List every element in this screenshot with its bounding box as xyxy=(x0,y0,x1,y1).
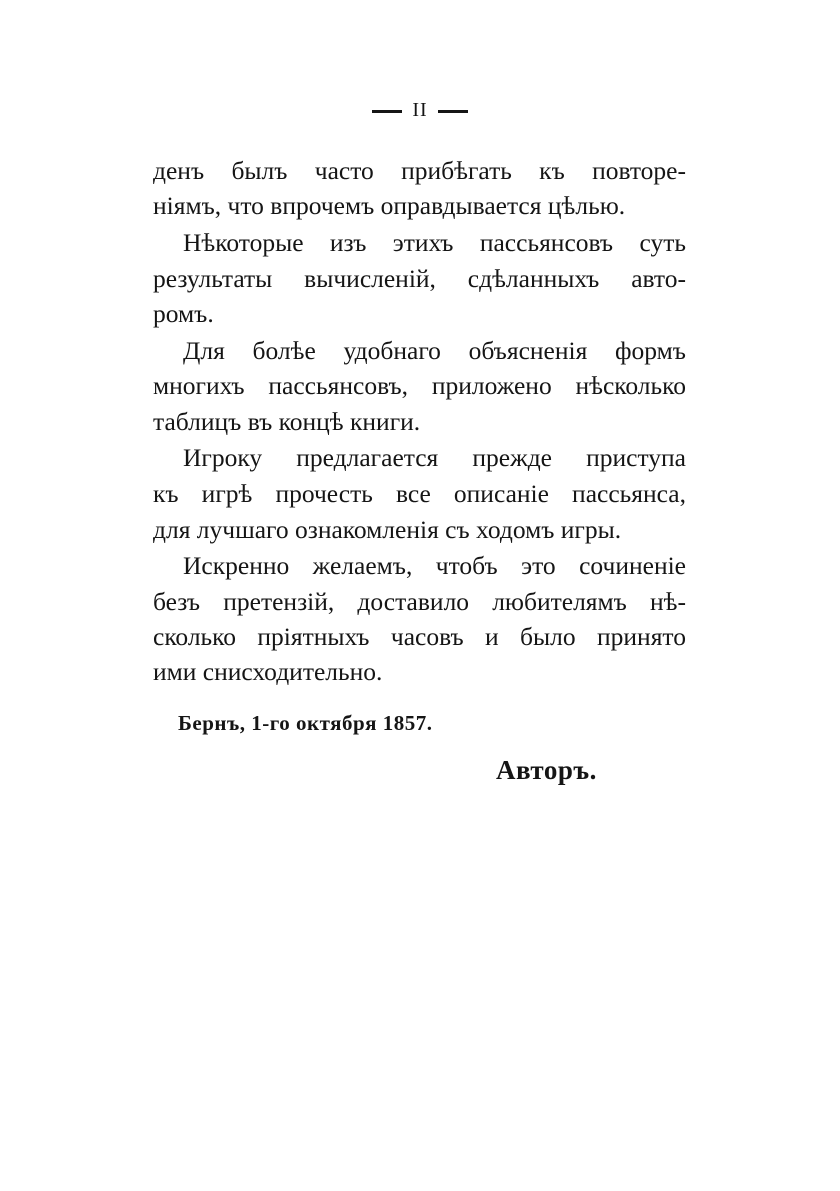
text-line: Нѣкоторые изъ этихъ пассьянсовъ суть xyxy=(183,228,686,257)
author-signature: Авторъ. xyxy=(496,755,597,785)
text-line: для лучшаго ознакомленія съ ходомъ игры. xyxy=(153,515,622,544)
text-line: безъ претензій, доставило любителямъ нѣ- xyxy=(153,587,686,616)
page-number-dash-right xyxy=(438,110,468,113)
text-line: ромъ. xyxy=(153,299,214,328)
text-line: таблицъ въ концѣ книги. xyxy=(153,407,421,436)
text-line: Игроку предлагается прежде приступа xyxy=(183,443,686,472)
text-line: ими снисходительно. xyxy=(153,657,383,686)
text-line: денъ былъ часто прибѣгать къ повторе- xyxy=(153,156,686,185)
text-line: Искренно желаемъ, чтобъ это сочиненіе xyxy=(183,551,686,580)
dateline: Бернъ, 1-го октября 1857. xyxy=(178,711,433,735)
text-line: къ игрѣ прочесть все описаніе пассьянса, xyxy=(153,479,686,508)
text-line: сколько пріятныхъ часовъ и было принято xyxy=(153,622,686,651)
text-line: многихъ пассьянсовъ, приложено нѣсколько xyxy=(153,371,686,400)
page-number-label: II xyxy=(412,99,428,121)
text-line: ніямъ, что впрочемъ оправдывается цѣлью. xyxy=(153,191,626,220)
page-number xyxy=(0,96,840,124)
page-number-dash-left xyxy=(372,110,402,113)
text-line: Для болѣе удобнаго объясненія формъ xyxy=(183,336,686,365)
text-line: результаты вычисленій, сдѣланныхъ авто- xyxy=(153,264,686,293)
